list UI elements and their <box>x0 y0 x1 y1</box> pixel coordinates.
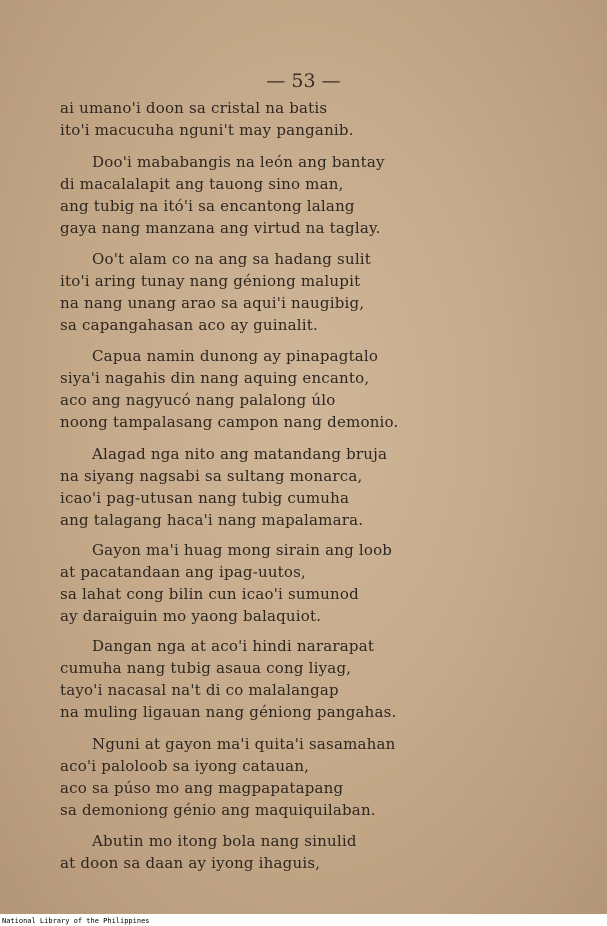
verse-line: aco sa púso mo ang magpapatapang <box>60 779 344 797</box>
verse-line: Alagad nga nito ang matandang bruja <box>92 445 388 463</box>
verse-line: sa lahat cong bilin cun icao'i sumunod <box>60 585 359 603</box>
verse-line: Capua namin dunong ay pinapagtalo <box>92 347 379 365</box>
verse-line: tayo'i nacasal na't di co malalangap <box>60 681 339 699</box>
verse-line: ang tubig na itó'i sa encantong lalang <box>60 197 355 215</box>
verse-line: noong tampalasang campon nang demonio. <box>60 413 399 431</box>
verse-line: Nguni at gayon ma'i quita'i sasamahan <box>92 735 396 753</box>
verse-line: at doon sa daan ay iyong ihaguis, <box>60 854 321 872</box>
verse-line: sa capangahasan aco ay guinalit. <box>60 316 318 334</box>
verse-line: ang talagang haca'i nang mapalamara. <box>60 511 364 529</box>
verse-line: na siyang nagsabi sa sultang monarca, <box>60 467 363 485</box>
verse-line: gaya nang manzana ang virtud na taglay. <box>60 219 381 237</box>
verse-line: na muling ligauan nang géniong pangahas. <box>60 703 397 721</box>
verse-line: sa demoniong génio ang maquiquilaban. <box>60 801 376 819</box>
verse-line: Oo't alam co na ang sa hadang sulit <box>92 250 372 268</box>
verse-line: at pacatandaan ang ipag-uutos, <box>60 563 307 581</box>
verse-line: aco'i paloloob sa iyong catauan, <box>60 757 310 775</box>
library-credit: National Library of the Philippines <box>2 917 150 925</box>
verse-line: cumuha nang tubig asaua cong liyag, <box>60 659 352 677</box>
verse-line: Dangan nga at aco'i hindi nararapat <box>92 637 375 655</box>
verse-line: na nang unang arao sa aqui'i naugibig, <box>60 294 365 312</box>
verse-line: siya'i nagahis din nang aquing encanto, <box>60 369 370 387</box>
verse-line: ito'i aring tunay nang géniong malupit <box>60 272 361 290</box>
verse-line: Doo'i mababangis na león ang bantay <box>92 153 385 171</box>
verse-line: ay daraiguin mo yaong balaquiot. <box>60 607 322 625</box>
page-number: — 53 — <box>266 70 341 92</box>
verse-line: Gayon ma'i huag mong sirain ang loob <box>92 541 393 559</box>
verse-line: aco ang nagyucó nang palalong úlo <box>60 391 336 409</box>
verse-line: Abutin mo itong bola nang sinulid <box>92 832 357 850</box>
verse-line: icao'i pag-utusan nang tubig cumuha <box>60 489 350 507</box>
verse-line: ito'i macucuha nguni't may panganib. <box>60 121 354 139</box>
verse-line: di macalalapit ang tauong sino man, <box>60 175 344 193</box>
verse-line: ai umano'i doon sa cristal na batis <box>60 99 328 117</box>
